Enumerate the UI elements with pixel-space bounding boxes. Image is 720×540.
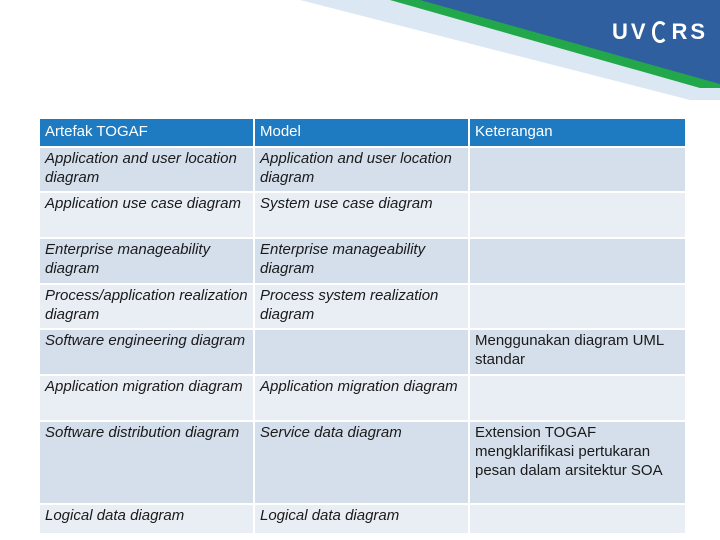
cell-keterangan	[470, 193, 685, 237]
uvers-logo	[612, 14, 708, 50]
cell-model: System use case diagram	[255, 193, 468, 237]
cell-artefak: Application and user location diagram	[40, 148, 253, 191]
cell-model: Enterprise manageability diagram	[255, 239, 468, 283]
cell-artefak: Software distribution diagram	[40, 422, 253, 503]
cell-artefak: Logical data diagram	[40, 505, 253, 533]
logo-text-right: RS	[671, 19, 708, 44]
cell-model: Process system realization diagram	[255, 285, 468, 328]
cell-keterangan: Menggunakan diagram UML standar	[470, 330, 685, 374]
cell-model: Logical data diagram	[255, 505, 468, 533]
cell-model: Application migration diagram	[255, 376, 468, 420]
cell-artefak: Process/application realization diagram	[40, 285, 253, 328]
table-row	[40, 285, 685, 328]
cell-artefak: Software engineering diagram	[40, 330, 253, 374]
logo-mark-icon	[652, 21, 669, 43]
cell-model: Service data diagram	[255, 422, 468, 503]
cell-keterangan	[470, 505, 685, 533]
table-row	[40, 148, 685, 191]
cell-keterangan	[470, 239, 685, 283]
table-header-row	[40, 119, 685, 146]
table-row	[40, 505, 685, 533]
cell-artefak: Enterprise manageability diagram	[40, 239, 253, 283]
table-row	[40, 422, 685, 503]
togaf-model-table	[38, 117, 687, 535]
cell-keterangan	[470, 285, 685, 328]
header-keterangan: Keterangan	[470, 119, 685, 146]
cell-model	[255, 330, 468, 374]
header-model: Model	[255, 119, 468, 146]
header-artefak: Artefak TOGAF	[40, 119, 253, 146]
table-row	[40, 330, 685, 374]
table-row	[40, 239, 685, 283]
table-row	[40, 193, 685, 237]
table-row	[40, 376, 685, 420]
cell-artefak: Application use case diagram	[40, 193, 253, 237]
cell-keterangan	[470, 148, 685, 191]
cell-keterangan: Extension TOGAF mengklarifikasi pertukaran pesan dalam arsitektur SOA	[470, 422, 685, 503]
logo-text-left: UV	[612, 19, 649, 44]
cell-model: Application and user location diagram	[255, 148, 468, 191]
cell-keterangan	[470, 376, 685, 420]
cell-artefak: Application migration diagram	[40, 376, 253, 420]
